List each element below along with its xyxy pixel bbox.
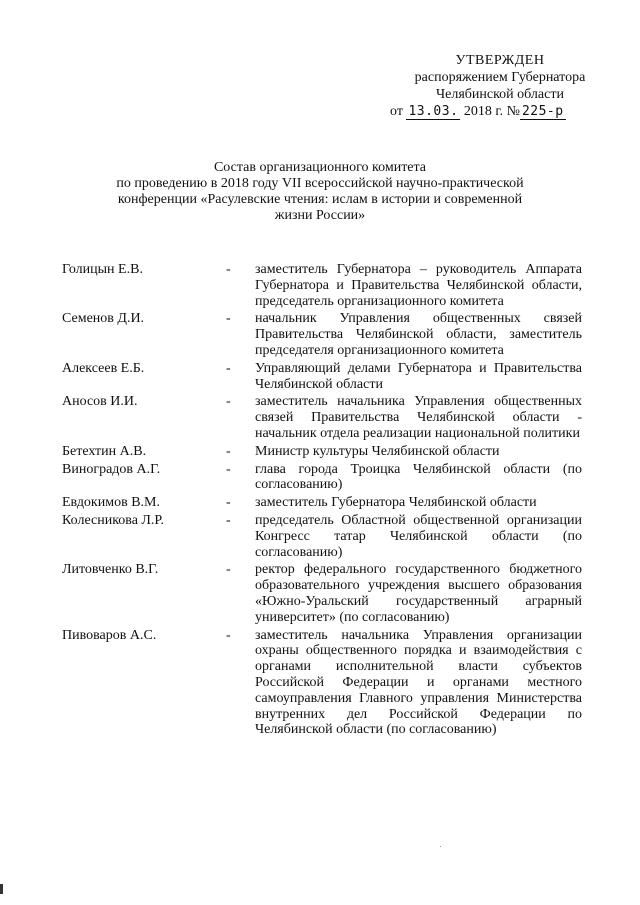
member-name: Алексеев Е.Б. (62, 360, 145, 376)
member-name: Евдокимов В.М. (62, 495, 160, 511)
member-dash: - (226, 262, 231, 277)
member-role: Управляющий делами Губернатора и Правительства Челябинской области (255, 360, 582, 392)
document-title (90, 160, 550, 224)
approval-block (380, 52, 620, 120)
member-dash: - (226, 360, 231, 376)
member-dash: - (226, 311, 231, 327)
member-dash: - (226, 627, 231, 643)
member-dash: - (226, 562, 231, 578)
member-name: Бетехтин А.В. (62, 443, 147, 459)
member-row (62, 495, 582, 511)
member-name: Литовченко В.Г. (62, 562, 159, 578)
member-name: Голицын Е.В. (62, 262, 143, 277)
member-dash: - (226, 443, 231, 459)
member-dash: - (226, 512, 231, 528)
member-row (62, 562, 582, 625)
member-role: начальник Управления общественных связей Правительства Челябинской области, заместитель председателя организационного комитета (255, 311, 582, 358)
member-name: Виноградов А.Г. (62, 461, 161, 477)
member-row (62, 444, 582, 460)
member-role: заместитель начальника Управления организации охраны общественного порядка и взаимодействия с органами исполнительной власти субъектов Российской Федерации и органами местного самоуправления Главного управления Министерства внутренних дел Российской Федерации по Челябинской области (по согласованию) (255, 627, 582, 738)
date-value: 13.03. (408, 104, 459, 119)
date-prefix: от (390, 104, 403, 119)
title-line-4: жизни России» (274, 208, 366, 223)
member-name: Аносов И.И. (62, 394, 138, 410)
title-line-2: по проведению в 2018 году VII всероссийской научно-практической (116, 176, 524, 191)
member-row (62, 628, 582, 739)
approval-heading: УТВЕРЖДЕН (455, 53, 545, 68)
members-list (62, 262, 582, 740)
member-role: глава города Троицка Челябинской области (по согласованию) (255, 461, 582, 493)
member-role: председатель Областной общественной организации Конгресс татар Челябинской области (по согласованию) (255, 512, 582, 560)
approval-line-1: распоряжением Губернатора (414, 70, 586, 85)
member-role: ректор федерального государственного бюджетного образовательного учреждения высшего образования «Южно-Уральский государственный аграрный университет» (по согласованию) (255, 562, 582, 625)
title-line-3: конференции «Расулевские чтения: ислам в истории и современной (117, 192, 523, 207)
member-role: заместитель Губернатора – руководитель Аппарата Губернатора и Правительства Челябинской области, председатель организационного комитета (255, 262, 582, 309)
member-row (62, 394, 582, 441)
member-role: заместитель Губернатора Челябинской области (255, 495, 537, 511)
scan-speck (440, 846, 441, 847)
member-name: Колесникова Л.Р. (62, 512, 164, 528)
title-line-1: Состав организационного комитета (213, 160, 427, 175)
member-dash: - (226, 495, 231, 511)
member-row (62, 262, 582, 309)
member-row (62, 462, 582, 494)
approval-line-2: Челябинской области (436, 87, 564, 102)
member-dash: - (226, 394, 231, 410)
member-name: Семенов Д.И. (62, 311, 145, 327)
member-role: Министр культуры Челябинской области (255, 443, 500, 459)
scan-edge-mark (0, 884, 3, 894)
member-row (62, 361, 582, 393)
date-suffix: 2018 г. № (463, 104, 520, 119)
member-dash: - (226, 461, 231, 477)
approval-date-line (390, 103, 620, 120)
member-name: Пивоваров А.С. (62, 627, 157, 643)
member-row (62, 513, 582, 560)
member-role: заместитель начальника Управления общественных связей Правительства Челябинской области - начальник отдела реализации национальной политики (255, 394, 582, 441)
number-value: 225-р (521, 104, 564, 119)
member-row (62, 311, 582, 358)
